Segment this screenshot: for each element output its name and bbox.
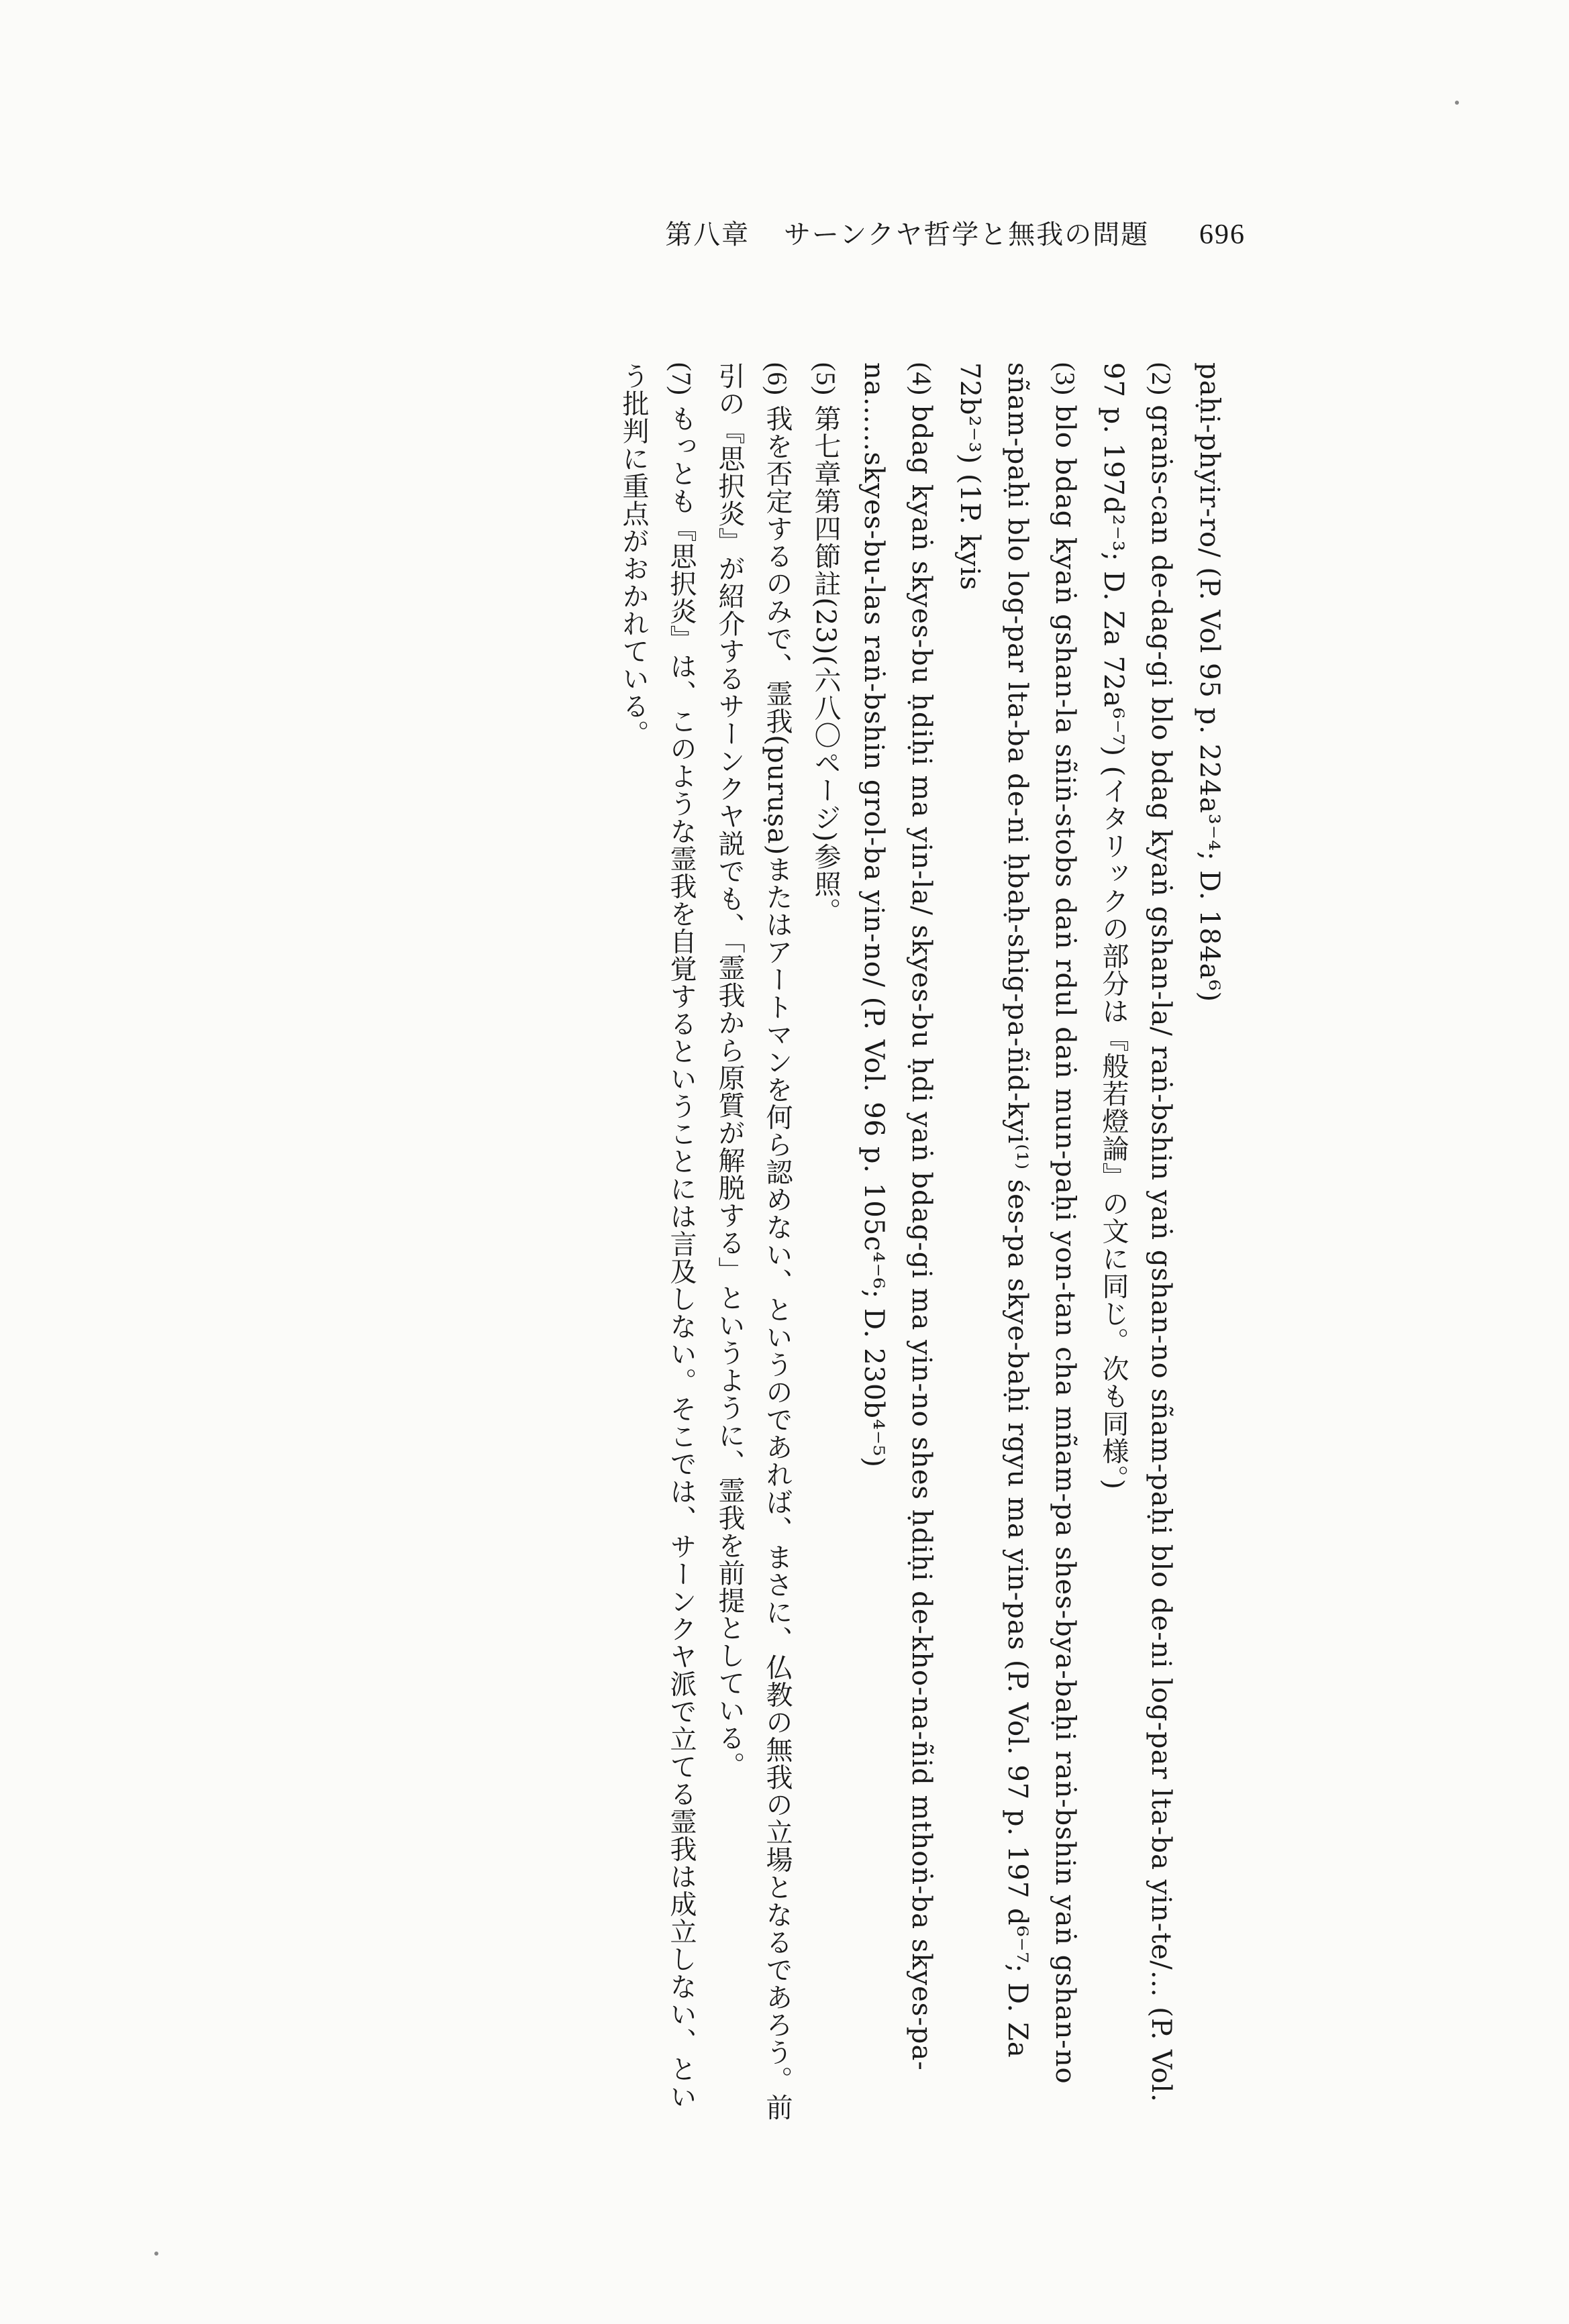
footnote-continuation bbox=[1185, 362, 1233, 2133]
footnote-3 bbox=[946, 362, 1089, 2133]
footnotes-block bbox=[281, 362, 1233, 2133]
scan-speck bbox=[154, 2252, 158, 2256]
chapter-label: 第八章 bbox=[665, 219, 750, 250]
footnote-text: もっとも『思択炎』は、このような霊我を自覚するということには言及しない。そこでは、サーンクヤ派で立てる霊我は成立しない、という批判に重点がおかれている。 bbox=[618, 362, 697, 2111]
scan-speck bbox=[1455, 101, 1459, 105]
page-number: 696 bbox=[1199, 219, 1246, 250]
footnote-text: 我を否定するのみで、霊我(puruṣa)またはアートマンを何ら認めない、というのであれば、まさに、仏教の無我の立場となるであろう。前引の『思択炎』が紹介するサーンクヤ説でも、「霊我から原質が解脱する」というように、霊我を前提としている。 bbox=[714, 362, 793, 2121]
footnote-number: (5) bbox=[811, 362, 841, 396]
footnote-number: (7) bbox=[666, 362, 697, 396]
footnote-number: (2) bbox=[1146, 362, 1176, 396]
running-header bbox=[665, 213, 1246, 252]
footnote-6 bbox=[705, 362, 801, 2133]
footnote-number: (6) bbox=[762, 362, 793, 396]
footnote-text: graṅs-can de-dag-gi blo bdag kyaṅ gshan-la/ raṅ-bshin yaṅ gshan-no sñam-paḥi blo de-ni log-par lta-ba yin-te/… (P. Vol. 97 p. 197d²⁻³; D. Za 72a⁶⁻⁷) (イタリックの部分は『般若燈論』の文に同じ。次も同様。) bbox=[1098, 362, 1176, 2103]
footnote-text: paḥi-phyir-ro/ (P. Vol 95 p. 224a³⁻⁴; D. 184a⁶) bbox=[1194, 362, 1225, 1003]
footnote-4 bbox=[850, 362, 946, 2133]
footnote-number: (3) bbox=[1050, 362, 1080, 396]
footnote-7 bbox=[609, 362, 705, 2133]
footnote-text: blo bdag kyaṅ gshan-la sñiṅ-stobs daṅ rdul daṅ mun-paḥi yon-tan cha mñam-pa shes-bya-baḥi raṅ-bshin yaṅ gshan-no sñam-paḥi blo log-par lta-ba de-ni ḥbaḥ-shig-pa-ñid-kyi⁽¹⁾ śes-pa skye-baḥi rgyu ma yin-pas (P. Vol. 97 p. 197 d⁶⁻⁷; D. Za 72b²⁻³) (1P. kyis bbox=[954, 362, 1080, 2084]
footnote-text: bdag kyaṅ skyes-bu ḥdiḥi ma yin-la/ skyes-bu ḥdi yaṅ bdag-gi ma yin-no shes ḥdiḥi de-kho-na-ñid mthoṅ-ba skyes-pa-na……skyes-bu-las raṅ-bshin grol-ba yin-no/ (P. Vol. 96 p. 105c⁴⁻⁶; D. 230b⁴⁻⁵) bbox=[858, 362, 937, 2071]
footnote-2 bbox=[1089, 362, 1185, 2133]
footnote-5 bbox=[801, 362, 850, 2133]
footnote-text: 第七章第四節註(23)(六八〇ページ)参照。 bbox=[810, 405, 841, 925]
footnote-number: (4) bbox=[907, 362, 937, 396]
chapter-title: サーンクヤ哲学と無我の問題 bbox=[783, 219, 1150, 250]
